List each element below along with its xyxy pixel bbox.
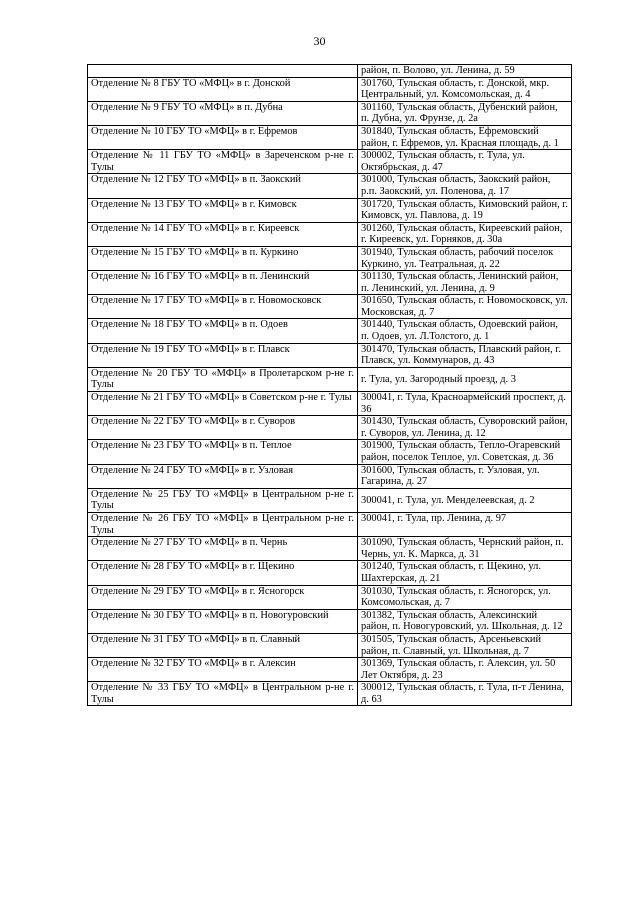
table-row bbox=[88, 77, 572, 101]
branch-name-cell: Отделение № 30 ГБУ ТО «МФЦ» в п. Новогуровский bbox=[88, 609, 358, 633]
branch-name-cell: Отделение № 23 ГБУ ТО «МФЦ» в п. Теплое bbox=[88, 440, 358, 464]
page-number: 30 bbox=[313, 34, 326, 48]
table-row bbox=[88, 343, 572, 367]
branch-address-cell: 301030, Тульская область, г. Ясногорск, ул. Комсомольская, д. 7 bbox=[358, 585, 572, 609]
branch-name-cell: Отделение № 17 ГБУ ТО «МФЦ» в г. Новомосковск bbox=[88, 295, 358, 319]
branch-address-cell: 300002, Тульская область, г. Тула, ул. Октябрьская, д. 47 bbox=[358, 150, 572, 174]
table-row bbox=[88, 633, 572, 657]
branch-name-cell: Отделение № 16 ГБУ ТО «МФЦ» в п. Ленинский bbox=[88, 271, 358, 295]
table-row bbox=[88, 246, 572, 270]
branch-address-cell: 301160, Тульская область, Дубенский район, п. Дубна, ул. Фрунзе, д. 2а bbox=[358, 101, 572, 125]
branch-address-cell: 301440, Тульская область, Одоевский район, п. Одоев, ул. Л.Толстого, д. 1 bbox=[358, 319, 572, 343]
table-row bbox=[88, 464, 572, 488]
branch-address-cell: 301900, Тульская область, Тепло-Огаревский район, поселок Теплое, ул. Советская, д. 36 bbox=[358, 440, 572, 464]
branch-address-cell: 301130, Тульская область, Ленинский район, п. Ленинский, ул. Ленина, д. 9 bbox=[358, 271, 572, 295]
branch-name-cell: Отделение № 18 ГБУ ТО «МФЦ» в п. Одоев bbox=[88, 319, 358, 343]
branch-address-cell: 300012, Тульская область, г. Тула, п-т Ленина, д. 63 bbox=[358, 682, 572, 706]
table-row bbox=[88, 198, 572, 222]
branch-name-cell: Отделение № 32 ГБУ ТО «МФЦ» в г. Алексин bbox=[88, 658, 358, 682]
branch-name-cell: Отделение № 27 ГБУ ТО «МФЦ» в п. Чернь bbox=[88, 537, 358, 561]
branch-address-cell: 301260, Тульская область, Киреевский район, г. Киреевск, ул. Горняков, д. 30а bbox=[358, 222, 572, 246]
table-row bbox=[88, 295, 572, 319]
branch-name-cell: Отделение № 31 ГБУ ТО «МФЦ» в п. Славный bbox=[88, 633, 358, 657]
branch-name-cell: Отделение № 8 ГБУ ТО «МФЦ» в г. Донской bbox=[88, 77, 358, 101]
branch-address-cell: 301000, Тульская область, Заокский район, р.п. Заокский, ул. Поленова, д. 17 bbox=[358, 174, 572, 198]
mfc-branch-table bbox=[87, 64, 572, 706]
table-row bbox=[88, 609, 572, 633]
branch-address-cell: 301650, Тульская область, г. Новомосковск, ул. Московская, д. 7 bbox=[358, 295, 572, 319]
branch-name-cell: Отделение № 24 ГБУ ТО «МФЦ» в г. Узловая bbox=[88, 464, 358, 488]
branch-address-cell: 301240, Тульская область, г. Щекино, ул. Шахтерская, д. 21 bbox=[358, 561, 572, 585]
table-row bbox=[88, 537, 572, 561]
branch-address-cell: район, п. Волово, ул. Ленина, д. 59 bbox=[358, 65, 572, 78]
branch-address-cell: 301382, Тульская область, Алексинский район, п. Новогуровский, ул. Школьная, д. 12 bbox=[358, 609, 572, 633]
branch-name-cell: Отделение № 14 ГБУ ТО «МФЦ» в г. Киреевск bbox=[88, 222, 358, 246]
table-row bbox=[88, 440, 572, 464]
branch-address-cell: 301505, Тульская область, Арсеньевский район, п. Славный, ул. Школьная, д. 7 bbox=[358, 633, 572, 657]
branch-name-cell: Отделение № 12 ГБУ ТО «МФЦ» в п. Заокский bbox=[88, 174, 358, 198]
table-row bbox=[88, 416, 572, 440]
table-row bbox=[88, 150, 572, 174]
table-row bbox=[88, 682, 572, 706]
branch-address-cell: 301840, Тульская область, Ефремовский район, г. Ефремов, ул. Красная площадь, д. 1 bbox=[358, 125, 572, 149]
branch-name-cell: Отделение № 22 ГБУ ТО «МФЦ» в г. Суворов bbox=[88, 416, 358, 440]
table-row bbox=[88, 367, 572, 391]
table-row bbox=[88, 271, 572, 295]
table-row bbox=[88, 561, 572, 585]
table-row bbox=[88, 65, 572, 78]
branch-address-cell: 300041, г. Тула, пр. Ленина, д. 97 bbox=[358, 512, 572, 536]
branch-name-cell: Отделение № 29 ГБУ ТО «МФЦ» в г. Ясногорск bbox=[88, 585, 358, 609]
branch-address-cell: 301369, Тульская область, г. Алексин, ул. 50 Лет Октября, д. 23 bbox=[358, 658, 572, 682]
branch-name-cell: Отделение № 33 ГБУ ТО «МФЦ» в Центральном р-не г. Тулы bbox=[88, 682, 358, 706]
branch-address-cell: 301090, Тульская область, Чернский район, п. Чернь, ул. К. Маркса, д. 31 bbox=[358, 537, 572, 561]
branch-name-cell bbox=[88, 65, 358, 78]
branch-address-cell: 301600, Тульская область, г. Узловая, ул. Гагарина, д. 27 bbox=[358, 464, 572, 488]
branch-address-cell: 300041, г. Тула, ул. Менделеевская, д. 2 bbox=[358, 488, 572, 512]
table-row bbox=[88, 319, 572, 343]
table-row bbox=[88, 392, 572, 416]
branch-name-cell: Отделение № 11 ГБУ ТО «МФЦ» в Зареченском р-не г. Тулы bbox=[88, 150, 358, 174]
branch-name-cell: Отделение № 9 ГБУ ТО «МФЦ» в п. Дубна bbox=[88, 101, 358, 125]
branch-name-cell: Отделение № 26 ГБУ ТО «МФЦ» в Центральном р-не г. Тулы bbox=[88, 512, 358, 536]
branch-name-cell: Отделение № 21 ГБУ ТО «МФЦ» в Советском р-не г. Тулы bbox=[88, 392, 358, 416]
table-row bbox=[88, 658, 572, 682]
branch-name-cell: Отделение № 28 ГБУ ТО «МФЦ» в г. Щекино bbox=[88, 561, 358, 585]
branch-name-cell: Отделение № 10 ГБУ ТО «МФЦ» в г. Ефремов bbox=[88, 125, 358, 149]
branch-address-cell: 300041, г. Тула, Красноармейский проспект, д. 36 bbox=[358, 392, 572, 416]
table-row bbox=[88, 222, 572, 246]
branch-address-cell: г. Тула, ул. Загородный проезд, д. 3 bbox=[358, 367, 572, 391]
table-row bbox=[88, 125, 572, 149]
table-row bbox=[88, 512, 572, 536]
branch-name-cell: Отделение № 20 ГБУ ТО «МФЦ» в Пролетарском р-не г. Тулы bbox=[88, 367, 358, 391]
branch-name-cell: Отделение № 13 ГБУ ТО «МФЦ» в г. Кимовск bbox=[88, 198, 358, 222]
branch-address-cell: 301760, Тульская область, г. Донской, мкр. Центральный, ул. Комсомольская, д. 4 bbox=[358, 77, 572, 101]
table-row bbox=[88, 101, 572, 125]
branch-address-cell: 301940, Тульская область, рабочий поселок Куркино, ул. Театральная, д. 22 bbox=[358, 246, 572, 270]
branch-name-cell: Отделение № 19 ГБУ ТО «МФЦ» в г. Плавск bbox=[88, 343, 358, 367]
branch-address-cell: 301430, Тульская область, Суворовский район, г. Суворов, ул. Ленина, д. 12 bbox=[358, 416, 572, 440]
table-row bbox=[88, 488, 572, 512]
branch-address-cell: 301470, Тульская область, Плавский район, г. Плавск, ул. Коммунаров, д. 43 bbox=[358, 343, 572, 367]
branch-name-cell: Отделение № 25 ГБУ ТО «МФЦ» в Центральном р-не г. Тулы bbox=[88, 488, 358, 512]
branch-address-cell: 301720, Тульская область, Кимовский район, г. Кимовск, ул. Павлова, д. 19 bbox=[358, 198, 572, 222]
table-row bbox=[88, 174, 572, 198]
table-row bbox=[88, 585, 572, 609]
branch-name-cell: Отделение № 15 ГБУ ТО «МФЦ» в п. Куркино bbox=[88, 246, 358, 270]
